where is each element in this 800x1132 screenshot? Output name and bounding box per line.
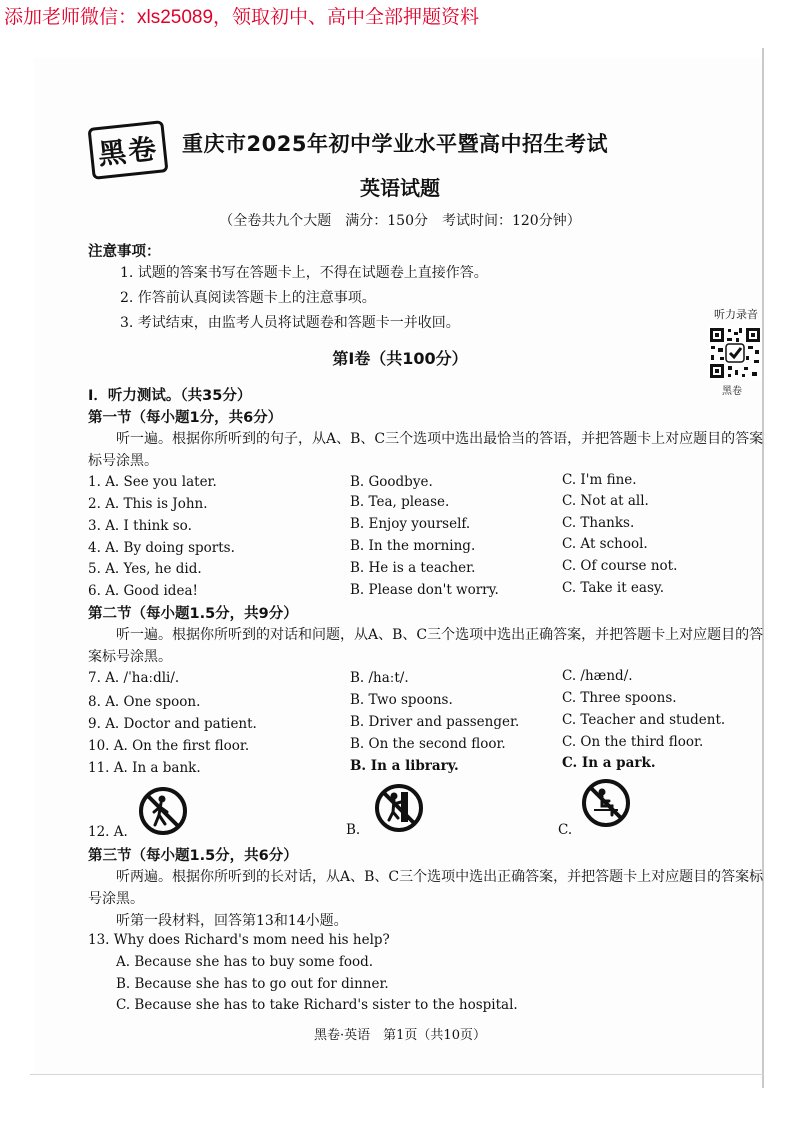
question-number: 4. bbox=[88, 540, 101, 556]
question-number: 7. bbox=[88, 670, 101, 686]
question-number: 8. bbox=[88, 694, 101, 710]
option-b: B. Goodbye. bbox=[350, 474, 433, 490]
option-a: A. Good idea! bbox=[105, 583, 198, 599]
option-b: B. Driver and passenger. bbox=[350, 714, 520, 730]
brand-logo-text: 黑卷 bbox=[96, 131, 160, 172]
notice-item: 3. 考试结束，由监考人员将试题卷和答题卡一并收回。 bbox=[120, 315, 460, 331]
page-edge bbox=[762, 48, 764, 1088]
option-b: B. Enjoy yourself. bbox=[350, 516, 471, 532]
question-number: 1. bbox=[88, 474, 101, 490]
section-instruction: 听一遍。根据你所听到的句子，从A、B、C三个选项中选出最恰当的答语，并把答题卡上对应题目的答案标号涂黑。 bbox=[88, 431, 764, 469]
option-a: A. By doing sports. bbox=[105, 540, 235, 556]
section-title: 第三节（每小题1.5分，共6分） bbox=[88, 848, 298, 864]
page-footer: 黑卷·英语 第1页（共10页） bbox=[314, 1028, 486, 1043]
option-b: B. He is a teacher. bbox=[350, 560, 476, 576]
qr-brand: 黑卷 bbox=[722, 386, 742, 397]
question-number: 5. bbox=[88, 561, 101, 577]
brand-logo bbox=[87, 120, 168, 180]
question-number: 12. bbox=[88, 824, 110, 840]
option-c: C. Because she has to take Richard's sister to the hospital. bbox=[116, 997, 518, 1013]
option-c: C. Three spoons. bbox=[562, 690, 677, 706]
question-number: 10. bbox=[88, 738, 110, 754]
promo-watermark: 添加老师微信：xls25089，领取初中、高中全部押题资料 bbox=[4, 7, 480, 28]
option-c-label: C. bbox=[558, 822, 573, 838]
option-b: B. On the second floor. bbox=[350, 736, 506, 752]
option-c: C. At school. bbox=[562, 536, 648, 552]
part-title: Ⅰ．听力测试。（共35分） bbox=[88, 388, 252, 404]
option-a: A. /ˈhaːdli/. bbox=[105, 670, 180, 686]
notice-item: 2. 作答前认真阅读答题卡上的注意事项。 bbox=[120, 290, 376, 306]
option-a: A. See you later. bbox=[105, 474, 217, 490]
option-c: C. Thanks. bbox=[562, 515, 635, 531]
option-c: C. Not at all. bbox=[562, 493, 649, 509]
section-subinstruction: 听第一段材料，回答第13和14小题。 bbox=[116, 913, 348, 929]
question-number: 2. bbox=[88, 496, 101, 512]
section-instruction: 听两遍。根据你所听到的长对话，从A、B、C三个选项中选出正确答案，并把答题卡上对应题目的答案标号涂黑。 bbox=[88, 869, 764, 907]
option-c: C. In a park. bbox=[562, 755, 656, 771]
section-title: 第一节（每小题1分，共6分） bbox=[88, 410, 283, 426]
no-climbing-sign-icon bbox=[373, 782, 425, 834]
option-b: B. /haːt/. bbox=[350, 670, 409, 686]
option-a: A. I think so. bbox=[105, 518, 192, 534]
option-c: C. On the third floor. bbox=[562, 734, 704, 750]
option-b: B. In the morning. bbox=[350, 538, 476, 554]
question-12 bbox=[88, 824, 128, 840]
question-number: 9. bbox=[88, 716, 101, 732]
option-b-label: B. bbox=[346, 822, 361, 838]
notice-heading: 注意事项： bbox=[88, 243, 161, 260]
option-c: C. /hænd/. bbox=[562, 668, 633, 684]
option-a: A. Yes, he did. bbox=[105, 561, 202, 577]
option-a-label: A. bbox=[113, 824, 128, 840]
option-c: C. Of course not. bbox=[562, 558, 678, 574]
section-instruction: 听一遍。根据你所听到的对话和问题，从A、B、C三个选项中选出正确答案，并把答题卡上对应题目的答案标号涂黑。 bbox=[88, 627, 764, 665]
option-b: B. Two spoons. bbox=[350, 692, 453, 708]
option-a: A. Because she has to buy some food. bbox=[116, 954, 374, 970]
option-b: B. Because she has to go out for dinner. bbox=[116, 976, 389, 992]
no-walking-sign-icon bbox=[137, 785, 189, 837]
option-c: C. Take it easy. bbox=[562, 580, 665, 596]
option-c: C. I'm fine. bbox=[562, 472, 637, 488]
no-sitting-sign-icon bbox=[580, 777, 632, 829]
option-a: A. In a bank. bbox=[113, 760, 201, 776]
option-b: B. Tea, please. bbox=[350, 494, 450, 510]
page-edge-bottom bbox=[30, 1074, 764, 1075]
exam-info: （全卷共九个大题 满分：150分 考试时间：120分钟） bbox=[219, 213, 581, 229]
exam-title: 重庆市2025年初中学业水平暨高中招生考试 bbox=[182, 132, 608, 156]
option-a: A. Doctor and patient. bbox=[105, 716, 257, 732]
question-number: 3. bbox=[88, 518, 101, 534]
option-a: A. On the first floor. bbox=[113, 738, 250, 754]
option-a: A. One spoon. bbox=[105, 694, 201, 710]
volume-title: 第Ⅰ卷（共100分） bbox=[332, 349, 468, 368]
option-b: B. In a library. bbox=[350, 758, 459, 774]
exam-subtitle: 英语试题 bbox=[360, 176, 440, 200]
notice-item: 1. 试题的答案书写在答题卡上，不得在试题卷上直接作答。 bbox=[120, 265, 488, 281]
option-a: A. This is John. bbox=[105, 496, 208, 512]
option-b: B. Please don't worry. bbox=[350, 582, 499, 598]
option-c: C. Teacher and student. bbox=[562, 712, 726, 728]
qr-label: 听力录音 bbox=[714, 308, 758, 321]
section-title: 第二节（每小题1.5分，共9分） bbox=[88, 606, 298, 622]
question-stem: 13. Why does Richard's mom need his help? bbox=[88, 932, 390, 948]
question-number: 11. bbox=[88, 760, 110, 776]
question-number: 6. bbox=[88, 583, 101, 599]
